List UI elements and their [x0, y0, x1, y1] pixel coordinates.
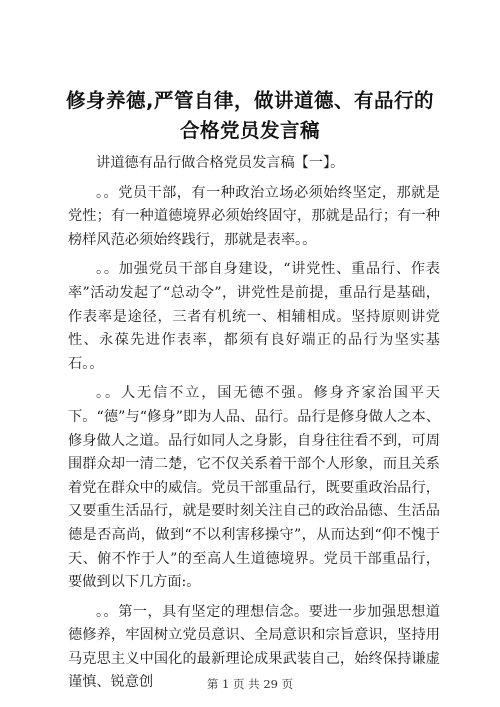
- paragraph-subtitle: 讲道德有品行做合格党员发言稿【一】。: [96, 155, 345, 171]
- paragraph: 。。人无信不立，国无德不强。修身齐家治国平天下。“德”与“修身”即为人品、品行。品行是修身做人之本、修身做人之道。品行如同人之身影，自身往往看不到，可周围群众却一清二楚，它不仅关系着干部个人形象，而且关系着党在群众中的威信。党员干部重品行，既要重政治品行，又要重生活品行，就是要时刻关注自己的政治品德、生活品德是否高尚，做到“不以利害移操守”，从而达到“仰不愧于天、俯不怍于人”的至高人生道德境界。党员干部重品行，要做到以下几方面:。: [68, 385, 440, 591]
- document-title: 修身养德,严管自律，做讲道德、有品行的合格党员发言稿: [66, 89, 434, 142]
- page-number-footer: 第 1 页 共 29 页: [206, 677, 294, 691]
- document-body: [68, 152, 440, 701]
- paragraph: 。。党员干部，有一种政治立场必须始终坚定，那就是党性；有一种道德境界必须始终固守，那就是品行；有一种榜样风范必须始终践行，那就是表率。。: [68, 184, 440, 248]
- paragraph: 。。第一，具有坚定的理想信念。要进一步加强思想道德修养，牢固树立党员意识、全局意识和宗旨意识，坚持用马克思主义中国化的最新理论成果武装自己，始终保持谦虚谨慎、锐意创: [68, 603, 440, 691]
- paragraph: 。。加强党员干部自身建设，“讲党性、重品行、作表率”活动发起了“总动令”，讲党性是前提，重品行是基础，作表率是途径，三者有机统一、相辅相成。坚持原则讲党性、永葆先进作表率，都须有良好端正的品行为坚实基石。。: [68, 261, 440, 372]
